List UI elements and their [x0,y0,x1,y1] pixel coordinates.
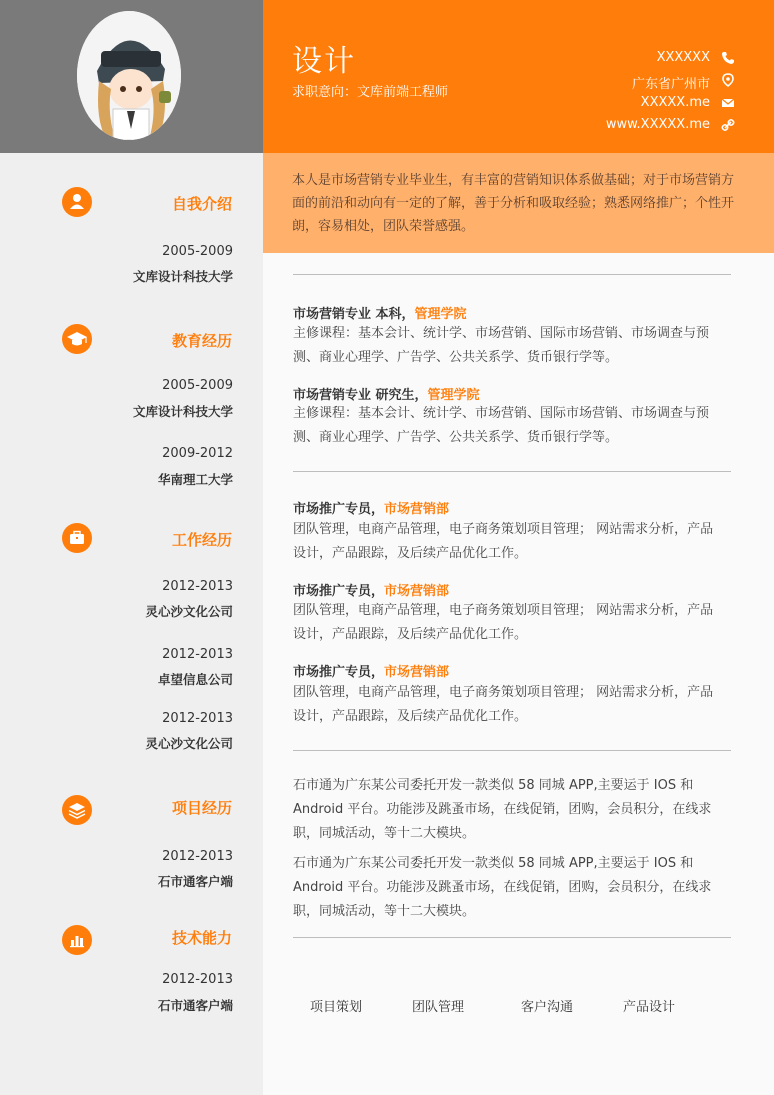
avatar-illustration [77,11,181,140]
skill-item: 团队管理 [412,1000,465,1015]
sidebar-year: 2012-2013 [162,647,233,662]
skill-item: 客户沟通 [521,1000,574,1015]
link-icon [721,118,735,132]
education-desc: 主修课程：基本会计、统计学、市场营销、国际市场营销、市场调查与预测、商业心理学、广告学、公共关系学、货币银行学等。 [293,406,710,445]
sidebar-org: 石市通客户端 [157,874,233,889]
education-heading: 市场营销专业 本科，管理学院 [293,307,467,322]
intro-text: 本人是市场营销专业毕业生，有丰富的营销知识体系做基础；对于市场营销方面的前沿和动向有一定的了解，善于分析和吸取经验；熟悉网络推广；个性开朗，容易相处，团队荣誉感强。 [292,173,735,234]
work-desc: 团队管理，电商产品管理，电子商务策划项目管理； 网站需求分析，产品设计，产品跟踪，及后续产品优化工作。 [293,685,714,724]
sidebar-year: 2012-2013 [162,579,233,594]
sidebar-org: 文库设计科技大学 [132,404,233,419]
sidebar [0,153,263,1095]
project-desc: 石市通为广东某公司委托开发一款类似 58 同城 APP,主要运于 IOS 和 Android 平台。功能涉及跳蚤市场，在线促销，团购，会员积分，在线求职，同城活动，等十二大模块。 [293,856,712,919]
work-department: 市场营销部 [384,502,450,517]
sidebar-title-skills: 技术能力 [171,929,232,947]
sidebar-org: 石市通客户端 [157,998,233,1013]
contact-website: www.XXXXX.me [605,117,710,132]
education-school: 管理学院 [414,307,467,322]
email-icon [721,96,735,110]
sidebar-year: 2012-2013 [162,972,233,987]
avatar [77,11,181,140]
phone-icon [721,51,735,65]
person-icon [62,187,92,217]
sidebar-org: 华南理工大学 [157,472,233,487]
work-heading: 市场推广专员，市场营销部 [293,665,450,680]
sidebar-year: 2012-2013 [162,849,233,864]
contact-email: XXXXX.me [640,95,710,110]
skill-item: 项目策划 [310,1000,363,1015]
work-department: 市场营销部 [384,665,450,680]
contact-location: 广东省广州市 [631,77,710,92]
sidebar-year: 2005-2009 [162,244,233,259]
work-heading: 市场推广专员，市场营销部 [293,584,450,599]
education-heading: 市场营销专业 研究生，管理学院 [293,388,480,403]
sidebar-title-self: 自我介绍 [171,195,232,213]
section-divider [293,750,731,751]
section-divider [293,471,731,472]
education-desc: 主修课程：基本会计、统计学、市场营销、国际市场营销、市场调查与预测、商业心理学、广告学、公共关系学、货币银行学等。 [293,326,710,365]
skill-item: 产品设计 [623,1000,676,1015]
sidebar-org: 卓望信息公司 [157,672,233,687]
sidebar-title-project: 项目经历 [171,799,232,817]
sidebar-org: 文库设计科技大学 [132,269,233,284]
briefcase-icon [62,523,92,553]
bar-chart-icon [62,925,92,955]
sidebar-year: 2012-2013 [162,711,233,726]
work-department: 市场营销部 [384,584,450,599]
education-school: 管理学院 [427,388,480,403]
sidebar-org: 灵心沙文化公司 [145,604,233,619]
work-heading: 市场推广专员，市场营销部 [293,502,450,517]
sidebar-title-work: 工作经历 [171,531,232,549]
graduation-cap-icon [62,324,92,354]
work-desc: 团队管理，电商产品管理，电子商务策划项目管理； 网站需求分析，产品设计，产品跟踪，及后续产品优化工作。 [293,522,714,561]
contact-phone: XXXXXX [656,50,710,65]
job-objective: 求职意向：文库前端工程师 [292,85,449,100]
section-divider [293,274,731,275]
work-desc: 团队管理，电商产品管理，电子商务策划项目管理； 网站需求分析，产品设计，产品跟踪，及后续产品优化工作。 [293,603,714,642]
sidebar-org: 灵心沙文化公司 [145,736,233,751]
sidebar-year: 2009-2012 [162,446,233,461]
layers-icon [62,795,92,825]
sidebar-year: 2005-2009 [162,378,233,393]
project-desc: 石市通为广东某公司委托开发一款类似 58 同城 APP,主要运于 IOS 和 Android 平台。功能涉及跳蚤市场，在线促销，团购，会员积分，在线求职，同城活动，等十二大模块。 [293,778,712,841]
candidate-name: 设计 [292,44,356,79]
section-divider [293,937,731,938]
sidebar-title-education: 教育经历 [171,332,232,350]
location-icon [721,73,735,87]
